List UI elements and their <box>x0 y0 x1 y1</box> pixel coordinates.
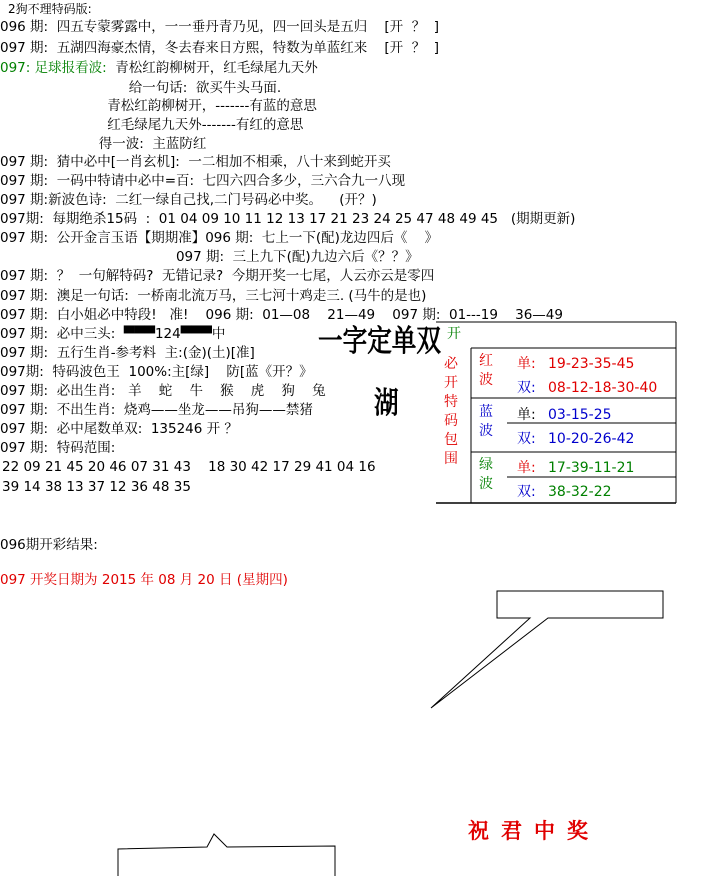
text-line-segment: 青松红韵柳树开，红毛绿尾九天外 <box>106 60 318 76</box>
text-line-segment: 097 期: 五湖四海豪杰情，冬去春来日方熙，特数为单蓝红来 [开 ？ ] <box>0 40 440 56</box>
text-line-segment: 22 09 21 45 20 46 07 31 43 18 30 42 17 29 41 04 16 <box>2 459 376 475</box>
text-line-segment: 097 期: 澳足一句话: 一桥南北流万马，三七河十鸡走三. (马牛的是也) <box>0 288 427 304</box>
wave-row-value: 08-12-18-30-40 <box>548 380 658 396</box>
text-line-segment: 096 期: 四五专蒙雾露中，一一垂丹青乃见，四一回头是五归 [开 ？ ] <box>0 19 440 35</box>
wave-row-key: 单: <box>517 407 536 423</box>
wave-row-key: 双: <box>517 380 536 396</box>
wave-row-key: 双: <box>517 431 536 447</box>
result-label: 096期开彩结果: <box>0 537 98 553</box>
page-title: 2狗不理特码版: <box>8 2 92 16</box>
text-line-segment: 097 期: 必中尾数单双: 135246 开 ？ <box>0 421 238 437</box>
draw-date: 097 开奖日期为 2015 年 08 月 20 日 (星期四) <box>0 572 288 588</box>
text-line-segment: 097 期: 白小姐必中特段! 准! 096 期: 01—08 21—49 097 期: 01---19 36—49 <box>0 307 563 323</box>
wave-row-value: 03-15-25 <box>548 407 612 423</box>
wave-row-value: 19-23-35-45 <box>548 356 635 372</box>
wave-row-key: 单: <box>517 460 536 476</box>
wave-name: 绿波 <box>479 457 493 492</box>
text-line-segment: 097 期: ？ 一句解特码? 无错记录? 今期开奖一七尾，人云亦云是零四 <box>0 268 435 284</box>
blessing-text: 祝君中奖 <box>468 818 600 843</box>
text-line-segment: 39 14 38 13 37 12 36 48 35 <box>2 479 191 495</box>
text-line-segment: 097 期:新波色诗: 二红一绿自己找,二门号码必中奖。 (开？) <box>0 192 377 208</box>
text-line-segment: 097 期: 必中三头: ▀▀▀124▀▀▀中 <box>0 326 226 342</box>
text-line-segment: 097 期: 一码中特请中必中=百: 七四六四合多少，三六合九一八现 <box>0 173 406 189</box>
text-line-segment: 097 期: 公开金言玉语【期期准】096 期: 七上一下(配)龙边四后《 》 <box>0 230 439 246</box>
box-vertical-label: 必开特码包围 <box>444 356 458 467</box>
text-line-segment: 097期: 特码波色王 100%:主[绿] 防[蓝《开？》 <box>0 364 313 380</box>
wave-row-key: 单: <box>517 356 536 372</box>
wave-row-value: 10-20-26-42 <box>548 431 635 447</box>
wave-row-value: 17-39-11-21 <box>548 460 635 476</box>
wave-row-key: 双: <box>517 484 536 500</box>
text-line-segment: 097: 足球报看波: <box>0 60 107 76</box>
text-line-segment: 097 期: 特码范围: <box>0 440 116 456</box>
text-line-segment: 097 期: 三上九下(配)九边六后《？？》 <box>0 249 419 265</box>
text-line-segment: 给一句话: 欲买牛头马面. <box>0 80 282 96</box>
wave-row-value: 38-32-22 <box>548 484 612 500</box>
text-line-segment: 青松红韵柳树开，-------有蓝的意思 <box>0 98 317 114</box>
text-line-segment: 097 期: 猜中必中[一肖玄机]: 一二相加不相乘，八十来到蛇开买 <box>0 154 391 170</box>
text-line-segment: 097期: 每期绝杀15码 : 01 04 09 10 11 12 13 17 21 23 24 25 47 48 49 45 (期期更新) <box>0 211 576 227</box>
text-line-segment: 097 期: 不出生肖: 烧鸡——坐龙——吊狗——禁猪 <box>0 402 313 418</box>
wave-name: 红波 <box>479 353 493 388</box>
wave-name: 蓝波 <box>479 404 493 439</box>
overlay-big-text-2: 湖 <box>374 386 399 421</box>
text-line-segment: 097 期: 五行生肖-参考料 主:(金)(土)[准] <box>0 345 255 361</box>
box-open-label: 开 <box>447 326 461 342</box>
text-line-segment: 得一波: 主蓝防红 <box>0 136 207 152</box>
text-line-segment: 红毛绿尾九天外-------有红的意思 <box>0 117 304 133</box>
overlay-big-text: 一字定单双 <box>318 324 441 359</box>
text-line-segment: 097 期: 必出生肖: 羊 蛇 牛 猴 虎 狗 兔 <box>0 383 326 399</box>
